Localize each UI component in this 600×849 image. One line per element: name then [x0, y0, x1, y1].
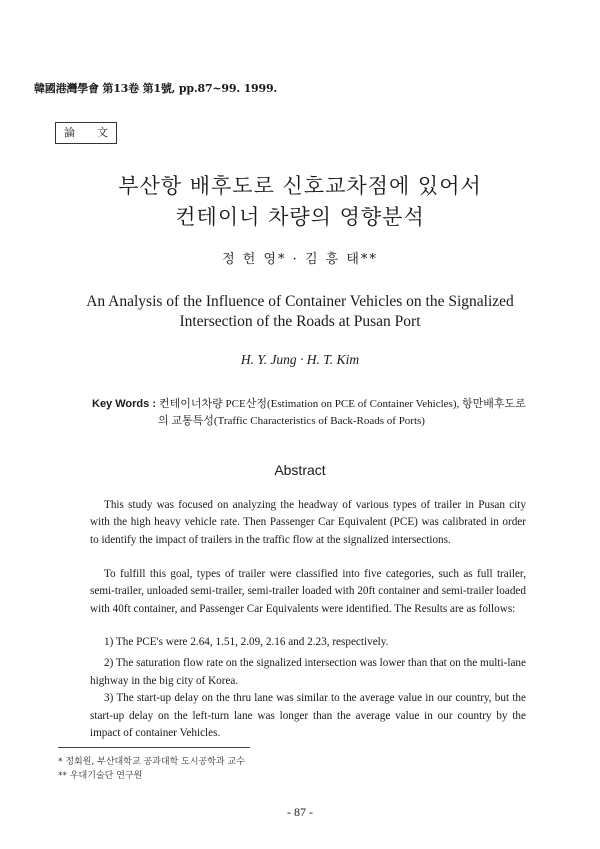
korean-title-line-2: 컨테이너 차량의 영향분석	[175, 205, 425, 229]
korean-title-line-1: 부산항 배후도로 신호교차점에 있어서	[118, 174, 482, 198]
english-title-line-1: An Analysis of the Influence of Container Vehicles on the Signalized	[86, 293, 514, 310]
keywords-label: Key Words	[92, 398, 150, 410]
abstract-heading: Abstract	[274, 462, 326, 478]
abstract-paragraph-1: This study was focused on analyzing the headway of various types of trailer in Pusan city with the high heavy vehicle rate. Then Passenger Car Equivalent (PCE) was calibrated in order to identify the impact of trailers in the traffic flow at the signalized intersections.	[90, 499, 526, 546]
keywords-colon: :	[149, 398, 160, 410]
english-title-line-2: Intersection of the Roads at Pusan Port	[179, 313, 421, 330]
keywords-block	[92, 396, 550, 430]
results-list	[90, 634, 526, 742]
keywords-line-2: 의 교통특성(Traffic Characteristics of Back-Roads of Ports)	[158, 415, 425, 427]
abstract-paragraph-2-text: To fulfill this goal, types of trailer were classified into five categories, such as full trailer, semi-trailer, unloaded semi-trailer, semi-trailer loaded with 20ft container and semi-trailer loaded with 40ft container, and Passenger Car Equivalents were identified. The Results are as follows:	[90, 568, 526, 615]
korean-authors: 정 헌 영* · 김 흥 태**	[222, 252, 378, 267]
english-authors: H. Y. Jung · H. T. Kim	[240, 352, 360, 367]
result-item-1: 1) The PCE's were 2.64, 1.51, 2.09, 2.16 and 2.23, respectively.	[104, 636, 389, 648]
journal-citation: 韓國港灣學會 第13卷 第1號, pp.87~99. 1999.	[34, 82, 278, 95]
footnote-2: ** 우대기술단 연구원	[58, 771, 143, 781]
result-item-3: 3) The start-up delay on the thru lane was similar to the average value in our country, but the start-up delay on the left-turn lane was longer than the average value in our country by the impact of container Vehicles.	[90, 692, 526, 740]
page-number: - 87 -	[287, 805, 313, 819]
result-item-2: 2) The saturation flow rate on the signalized intersection was lower than that on the multi-lane highway in the big city of Korea.	[90, 657, 526, 687]
footnote-1: * 정회원, 부산대학교 공과대학 도시공학과 교수	[58, 757, 245, 767]
footnotes	[58, 755, 245, 783]
abstract-paragraph-2	[90, 566, 526, 618]
section-label-box: 論 文	[55, 122, 117, 144]
footnote-divider	[58, 747, 250, 748]
keywords-line-1: 컨테이너차량 PCE산정(Estimation on PCE of Container Vehicles), 항만배후도로	[159, 398, 526, 410]
